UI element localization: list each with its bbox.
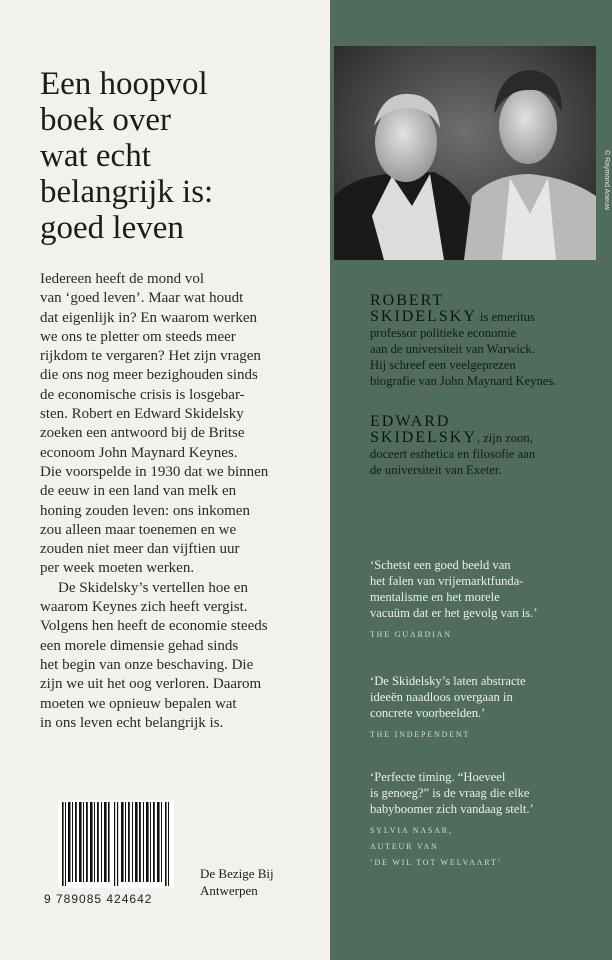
headline-line: wat echt bbox=[40, 138, 151, 174]
source-line: AUTEUR VAN bbox=[370, 842, 439, 851]
author-surname: SKIDELSKY bbox=[370, 308, 477, 325]
bio-text: de universiteit van Exeter. bbox=[370, 463, 502, 477]
headline-line: Een hoopvol bbox=[40, 66, 208, 102]
quote-source bbox=[370, 627, 602, 643]
author-surname: SKIDELSKY bbox=[370, 429, 477, 446]
text-line: zijn we uit het oog verloren. Daarom bbox=[40, 676, 262, 693]
quote-line: ideeën naadloos overgaan in bbox=[370, 690, 513, 704]
author-bio-edward bbox=[370, 414, 606, 478]
text-line: waarom Keynes zich heeft vergist. bbox=[40, 599, 248, 616]
headline-line: belangrijk is: bbox=[40, 174, 214, 210]
quote-line: is genoeg?” is de vraag die elke bbox=[370, 786, 530, 800]
text-line: rijkdom te vergaren? Het zijn vragen bbox=[40, 348, 261, 365]
quote-line: het falen van vrijemarktfunda- bbox=[370, 574, 524, 588]
blurb-text bbox=[40, 270, 324, 733]
bio-text: , zijn zoon, bbox=[476, 431, 533, 445]
author-name: EDWARD bbox=[370, 413, 451, 430]
barcode-image bbox=[58, 800, 174, 888]
text-line: in ons leven echt belangrijk is. bbox=[40, 714, 224, 731]
headline bbox=[40, 66, 320, 246]
publisher bbox=[200, 865, 274, 899]
photo-credit-text: © Raymond Aneuw bbox=[603, 150, 610, 211]
review-quote bbox=[370, 557, 602, 643]
photo-credit bbox=[596, 150, 608, 260]
bio-text: doceert esthetica en filosofie aan bbox=[370, 447, 536, 461]
text-line: we ons te pletter om steeds meer bbox=[40, 328, 236, 345]
text-line: het begin van onze beschaving. Die bbox=[40, 656, 254, 673]
quote-source bbox=[370, 727, 602, 743]
text-line: de economische crisis is losgebar- bbox=[40, 386, 245, 403]
text-line: econoom John Maynard Keynes. bbox=[40, 444, 238, 461]
text-line: dat eigenlijk in? En waarom werken bbox=[40, 309, 258, 326]
text-line: sten. Robert en Edward Skidelsky bbox=[40, 406, 244, 423]
quote-line: concrete voorbeelden.’ bbox=[370, 706, 486, 720]
bio-text: professor politieke economie bbox=[370, 326, 517, 340]
bio-text: biografie van John Maynard Keynes. bbox=[370, 374, 557, 388]
author-photo bbox=[334, 46, 596, 260]
source-line: THE GUARDIAN bbox=[370, 630, 452, 639]
publisher-name: De Bezige Bij bbox=[200, 866, 274, 881]
text-line: die ons nog meer bezighouden sinds bbox=[40, 367, 258, 384]
text-line: Volgens hen heeft de economie steeds bbox=[40, 618, 268, 635]
quote-source bbox=[370, 823, 602, 871]
quote-line: ‘Perfecte timing. “Hoeveel bbox=[370, 770, 506, 784]
isbn-number: 9 789085 424642 bbox=[44, 892, 153, 906]
headline-line: goed leven bbox=[40, 210, 184, 246]
text-line: van ‘goed leven’. Maar wat houdt bbox=[40, 290, 244, 307]
text-line: een morele dimensie gehad sinds bbox=[40, 637, 239, 654]
text-line: zouden niet meer dan vijftien uur bbox=[40, 541, 240, 558]
review-quote bbox=[370, 673, 602, 743]
quote-line: babyboomer zich vandaag stelt.’ bbox=[370, 802, 534, 816]
headline-line: boek over bbox=[40, 102, 172, 138]
review-quote bbox=[370, 769, 602, 871]
text-line: zoeken een antwoord bij de Britse bbox=[40, 425, 245, 442]
text-line: zou alleen maar toenemen en we bbox=[40, 521, 237, 538]
quote-line: vacuüm dat er het gevolg van is.’ bbox=[370, 606, 538, 620]
author-name: ROBERT bbox=[370, 292, 445, 309]
text-line: Die voorspelde in 1930 dat we binnen bbox=[40, 463, 269, 480]
quote-line: ‘Schetst een goed beeld van bbox=[370, 558, 511, 572]
bio-text: is emeritus bbox=[480, 310, 535, 324]
blurb-paragraph-2 bbox=[40, 579, 324, 733]
text-line: de eeuw in een land van melk en bbox=[40, 483, 237, 500]
blurb-paragraph-1 bbox=[40, 270, 324, 579]
source-line: SYLVIA NASAR, bbox=[370, 826, 453, 835]
publisher-city: Antwerpen bbox=[200, 883, 258, 898]
author-bio-robert bbox=[370, 293, 606, 389]
quote-line: mentalisme en het morele bbox=[370, 590, 500, 604]
text-line: per week moeten werken. bbox=[40, 560, 195, 577]
text-line: moeten we opnieuw bepalen wat bbox=[40, 695, 237, 712]
bio-text: aan de universiteit van Warwick. bbox=[370, 342, 535, 356]
text-line: De Skidelsky’s vertellen hoe en bbox=[58, 579, 248, 596]
quote-line: ‘De Skidelsky’s laten abstracte bbox=[370, 674, 526, 688]
bio-text: Hij schreef een veelgeprezen bbox=[370, 358, 516, 372]
text-line: honing zouden leven: ons inkomen bbox=[40, 502, 250, 519]
text-line: Iedereen heeft de mond vol bbox=[40, 271, 205, 287]
source-line: THE INDEPENDENT bbox=[370, 730, 471, 739]
source-line: ‘DE WIL TOT WELVAART’ bbox=[370, 858, 503, 867]
